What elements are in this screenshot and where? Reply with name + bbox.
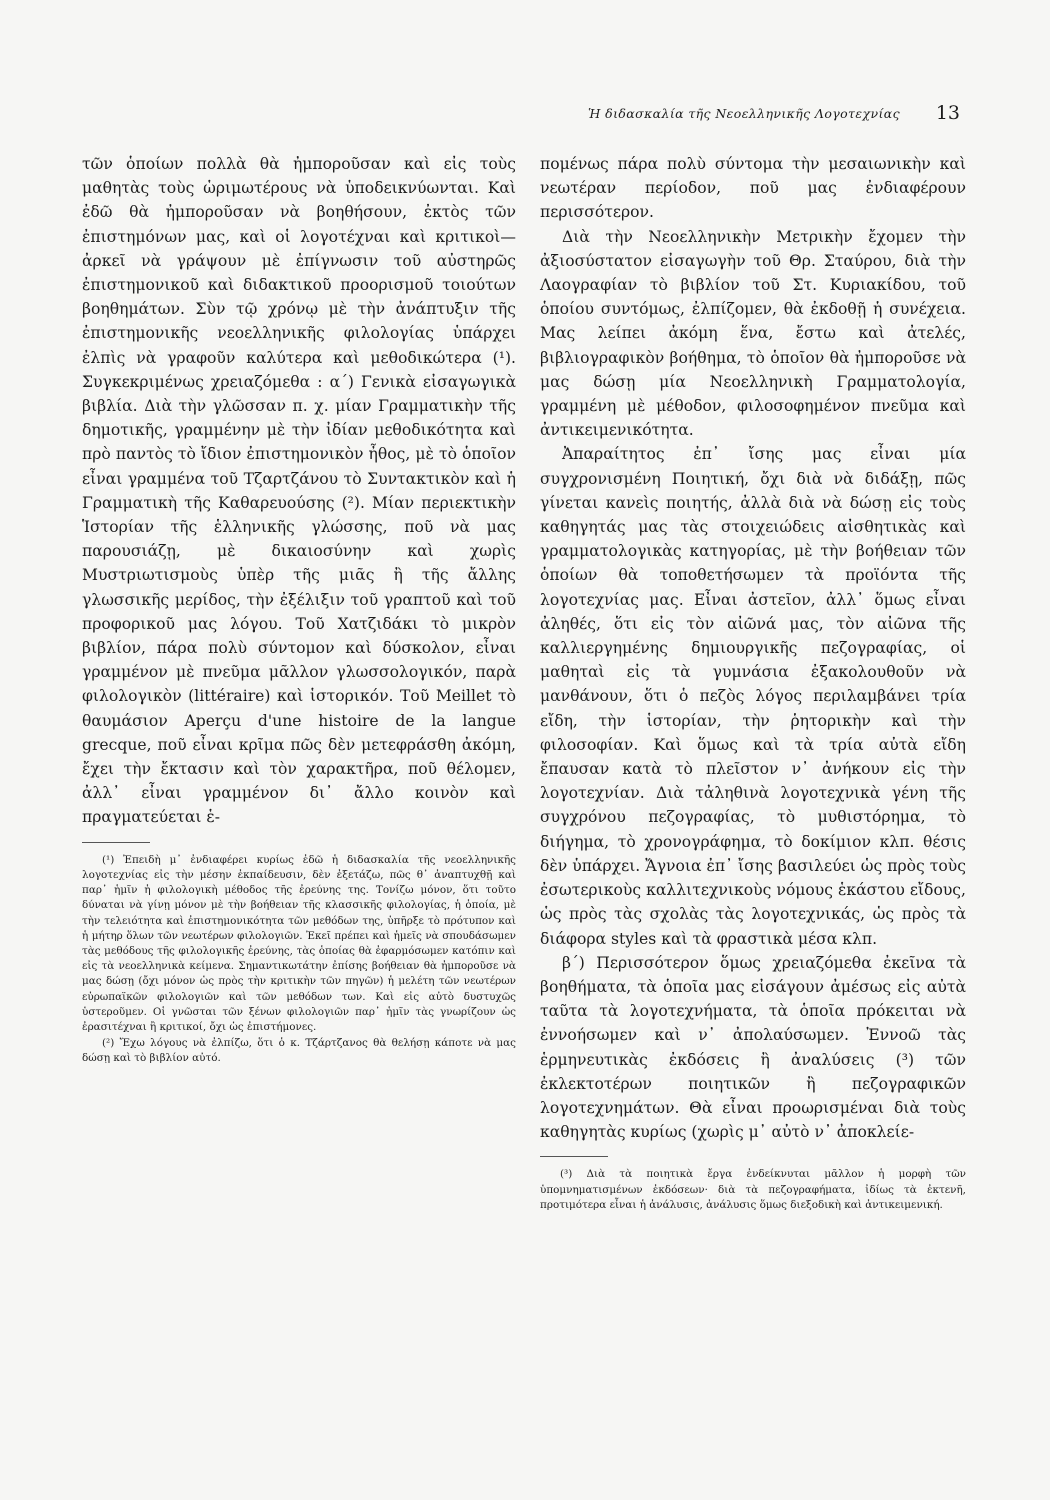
footnote-rule-right <box>540 1156 608 1157</box>
right-column <box>540 152 966 1214</box>
right-footnotes <box>540 1167 966 1213</box>
left-column <box>82 152 516 1068</box>
page-number: 13 <box>935 102 960 124</box>
right-paragraph-3: Ἀπαραίτητος ἐπ᾽ ἴσης μας εἶναι μία συγχρονισμένη Ποιητική, ὄχι διὰ νὰ διδάξῃ, πῶς γίνεται κανεὶς ποιητής, ἀλλὰ διὰ νὰ δώσῃ εἰς τοὺς καθηγητάς μας τὰς στοιχειώδεις αἰσθητικὰς καὶ γραμματολογικὰς κατηγορίας, μὲ τὴν βοήθειαν τῶν ὁποίων θὰ τοποθετήσωμεν τὰ προϊόντα τῆς λογοτεχνίας μας. Εἶναι ἀστεῖον, ἀλλ᾽ ὅμως εἶναι ἀληθές, ὅτι εἰς τὸν αἰῶνά μας, τὸν αἰῶνα τῆς καλλιεργημένης δημιουργικῆς πεζογραφίας, οἱ μαθηταὶ εἰς τὰ γυμνάσια ἐξακολουθοῦν νὰ μανθάνουν, ὅτι ὁ πεζὸς λόγος περιλαμβάνει τρία εἴδη, τὴν ἱστορίαν, τὴν ῥητορικὴν καὶ τὴν φιλοσοφίαν. Καὶ ὅμως καὶ τὰ τρία αὐτὰ εἴδη ἔπαυσαν κατὰ τὸ πλεῖστον ν᾽ ἀνήκουν εἰς τὴν λογοτεχνίαν. Διὰ τἀληθινὰ λογοτεχνικὰ γένη τῆς συγχρόνου πεζογραφίας, τὸ μυθιστόρημα, τὸ διήγημα, τὸ χρονογράφημα, τὸ δοκίμιον κλπ. θέσις δὲν ὑπάρχει. Ἄγνοια ἐπ᾽ ἴσης βασιλεύει ὡς πρὸς τοὺς ἐσωτερικοὺς καλλιτεχνικοὺς νόμους ἑκάστου εἴδους, ὡς πρὸς τὰς σχολὰς τὰς λογοτεχνικάς, ὡς πρὸς τὰ διάφορα styles καὶ τὰ φραστικὰ μέσα κλπ. <box>540 445 966 948</box>
right-paragraph-4: β΄) Περισσότερον ὅμως χρειαζόμεθα ἐκεῖνα τὰ βοηθήματα, τὰ ὁποῖα μας εἰσάγουν ἀμέσως εἰς αὐτὰ ταῦτα τὰ λογοτεχνήματα, τὰ ὁποῖα πρόκειται νὰ ἐννοήσωμεν καὶ ν᾽ ἀπολαύσωμεν. Ἐννοῶ τὰς ἑρμηνευτικὰς ἐκδόσεις ἢ ἀναλύσεις (³) τῶν ἐκλεκτοτέρων ποιητικῶν ἢ πεζογραφικῶν λογοτεχνημάτων. Θὰ εἶναι προωρισμέναι διὰ τοὺς καθηγητὰς κυρίως (χωρὶς μ᾽ αὐτὸ ν᾽ ἀποκλείε- <box>540 953 966 1142</box>
left-paragraph-1: τῶν ὁποίων πολλὰ θὰ ἠμποροῦσαν καὶ εἰς τοὺς μαθητὰς τοὺς ὡριμωτέρους νὰ ὑποδεικνύωνται. Καὶ ἐδῶ θὰ ἠμποροῦσαν νὰ βοηθήσουν, ἐκτὸς τῶν ἐπιστημόνων μας, καὶ οἱ λογοτέχναι καὶ κριτικοὶ—ἀρκεῖ νὰ γράψουν μὲ ἐπίγνωσιν τοῦ αὐστηρῶς ἐπιστημονικοῦ καὶ διδακτικοῦ προορισμοῦ τοιούτων βοηθημάτων. Σὺν τῷ χρόνῳ μὲ τὴν ἀνάπτυξιν τῆς ἐπιστημονικῆς νεοελληνικῆς φιλολογίας ὑπάρχει ἐλπὶς νὰ γραφοῦν καλύτερα καὶ μεθοδικώτερα (¹). Συγκεκριμένως χρειαζόμεθα : α΄) Γενικὰ εἰσαγωγικὰ βιβλία. Διὰ τὴν γλῶσσαν π. χ. μίαν Γραμματικὴν τῆς δημοτικῆς, γραμμένην μὲ τὴν ἰδίαν μεθοδικότητα καὶ πρὸ παντὸς τὸ ἴδιον ἐπιστημονικὸν ἦθος, μὲ τὸ ὁποῖον εἶναι γραμμένα τοῦ Τζαρτζάνου τὸ Συντακτικὸν καὶ ἡ Γραμματικὴ τῆς Καθαρευούσης (²). Μίαν περιεκτικὴν Ἱστορίαν τῆς ἑλληνικῆς γλώσσης, ποῦ νὰ μας παρουσιάζῃ, μὲ δικαιοσύνην καὶ χωρὶς Μυστριωτισμοὺς ὑπὲρ τῆς μιᾶς ἢ τῆς ἄλλης γλωσσικῆς μερίδος, τὴν ἐξέλιξιν τοῦ γραπτοῦ καὶ τοῦ προφορικοῦ μας λόγου. Τοῦ Χατζιδάκι τὸ μικρὸν βιβλίον, πάρα πολὺ σύντομον καὶ δύσκολον, εἶναι γραμμένον μὲ πνεῦμα μᾶλλον γλωσσολογικόν, παρὰ φιλολογικὸν (littéraire) καὶ ἱστορικόν. Τοῦ Meillet τὸ θαυμάσιον Aperçu d'une histoire de la langue grecque, ποῦ εἶναι κρῖμα πῶς δὲν μετεφράσθη ἀκόμη, ἔχει τὴν ἔκτασιν καὶ τὸν χαρακτῆρα, ποῦ θέλομεν, ἀλλ᾽ εἶναι γραμμένον δι᾽ ἄλλο κοινὸν καὶ πραγματεύεται ἑ- <box>82 155 516 827</box>
left-body <box>82 152 516 830</box>
footnote-3: (³) Διὰ τὰ ποιητικὰ ἔργα ἐνδείκνυται μᾶλλον ἡ μορφὴ τῶν ὑπομνηματισμένων ἐκδόσεων· διὰ τὰ πεζογραφήματα, ἰδίως τὰ ἐκτενῆ, προτιμότερα εἶναι ἡ ἀνάλυσις, ἀνάλυσις ὅμως διεξοδικὴ καὶ ἀντικειμενική. <box>540 1168 966 1211</box>
footnote-2: (²) Ἔχω λόγους νὰ ἐλπίζω, ὅτι ὁ κ. Τζάρτζανος θὰ θελήσῃ κάποτε νὰ μας δώσῃ καὶ τὸ βιβλίον αὐτό. <box>82 1037 516 1065</box>
footnote-1: (¹) Ἐπειδὴ μ᾽ ἐνδιαφέρει κυρίως ἐδῶ ἡ διδασκαλία τῆς νεοελληνικῆς λογοτεχνίας εἰς τὴν μέσην ἐκπαίδευσιν, δὲν ἐξετάζω, πῶς θ᾽ ἀναπτυχθῇ καὶ παρ᾽ ἡμῖν ἡ φιλολογικὴ μέθοδος τῆς ἐρεύνης της. Τονίζω μόνον, ὅτι τοῦτο δύναται νὰ γίνῃ μόνον μὲ τὴν βοήθειαν τῆς κλασσικῆς φιλολογίας, ἡ ὁποία, μὲ τὴν τελειότητα καὶ ἐπιστημονικότητα τῶν μεθόδων της, ὑπῆρξε τὸ πρότυπον καὶ ἡ μήτηρ ὅλων τῶν νεωτέρων φιλολογιῶν. Ἐκεῖ πρέπει καὶ ἡμεῖς νὰ σπουδάσωμεν τὰς μεθόδους τῆς φιλολογικῆς ἐρεύνης, τὰς ὁποίας θὰ ἐφαρμόσωμεν κατόπιν καὶ εἰς τὰ νεοελληνικὰ κείμενα. Σημαντικωτάτην ἐπίσης βοήθειαν θὰ ἠμποροῦσε νὰ μας δώσῃ (ὄχι μόνον ὡς πρὸς τὴν κριτικὴν τῶν πηγῶν) ἡ μελέτη τῶν νεωτέρων εὐρωπαϊκῶν φιλολογιῶν καὶ τῶν μεθόδων των. Καὶ εἰς αὐτὸ δυστυχῶς ὑστεροῦμεν. Οἱ γνῶσται τῶν ξένων φιλολογιῶν παρ᾽ ἡμῖν τὰς γνωρίζουν ὡς ἐρασιτέχναι ἢ κριτικοί, ὄχι ὡς ἐπιστήμονες. <box>82 853 516 1033</box>
right-body <box>540 152 966 1144</box>
right-paragraph-2: Διὰ τὴν Νεοελληνικὴν Μετρικὴν ἔχομεν τὴν ἀξιοσύστατον εἰσαγωγὴν τοῦ Θρ. Σταύρου, διὰ τὴν Λαογραφίαν τὸ βιβλίον τοῦ Στ. Κυριακίδου, τοῦ ὁποίου συντόμως, ἐλπίζομεν, θὰ ἐκδοθῇ ἡ συνέχεια. Μας λείπει ἀκόμη ἕνα, ἔστω καὶ ἀτελές, βιβλιογραφικὸν βοήθημα, τὸ ὁποῖον θὰ ἠμποροῦσε νὰ μας δώσῃ μία Νεοελληνικὴ Γραμματολογία, γραμμένη μὲ μέθοδον, φιλοσοφημένον πνεῦμα καὶ ἀντικειμενικότητα. <box>540 227 966 440</box>
page-header <box>80 100 960 140</box>
right-paragraph-1: πομένως πάρα πολὺ σύντομα τὴν μεσαιωνικὴν καὶ νεωτέραν περίοδον, ποῦ μας ἐνδιαφέρουν περισσότερον. <box>540 155 966 222</box>
running-title: Ἡ διδασκαλία τῆς Νεοελληνικῆς Λογοτεχνίας <box>587 106 900 121</box>
footnote-rule <box>82 842 150 843</box>
left-footnotes <box>82 853 516 1067</box>
